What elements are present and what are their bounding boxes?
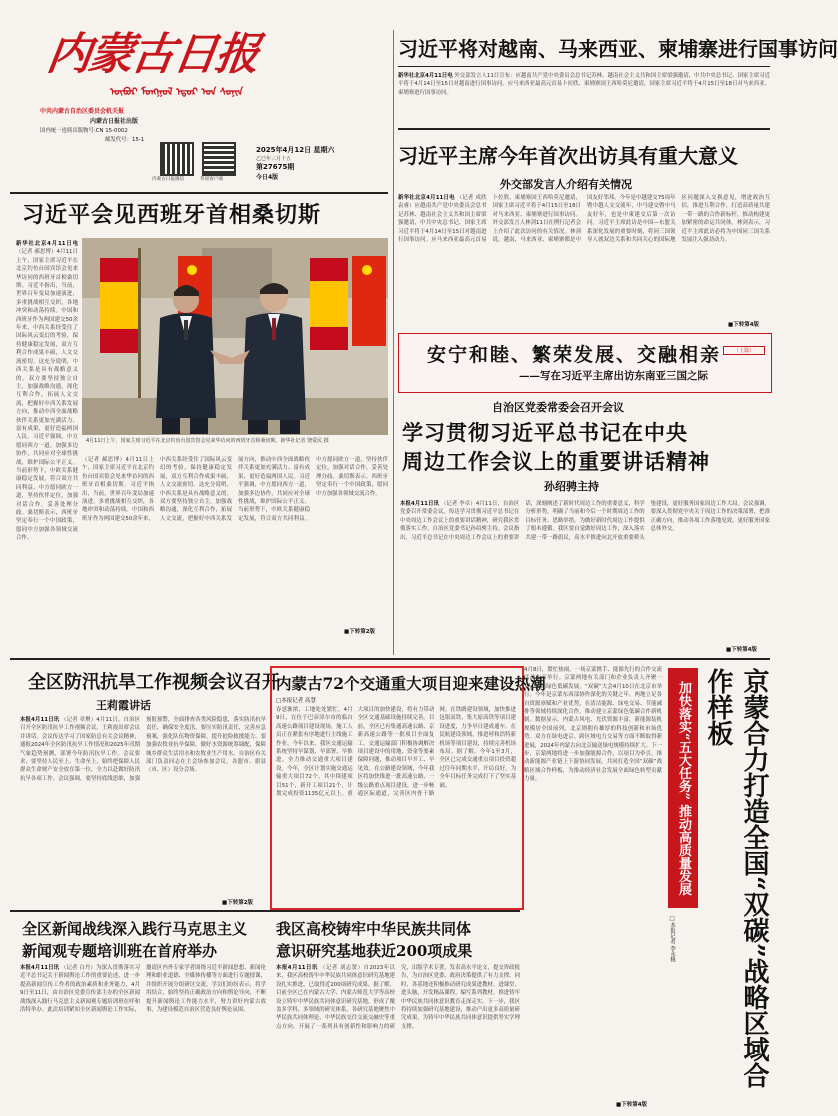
byline-traffic: □本报记者 高慧	[276, 698, 316, 704]
headline-universities-2[interactable]: 意识研究基地获近200项成果	[276, 942, 473, 960]
body-training	[20, 964, 266, 1104]
headline-universities-1[interactable]: 我区高校铸牢中华民族共同体	[276, 920, 472, 938]
body-first-trip	[398, 194, 770, 317]
text-first-trip: （记者 成欣 袁睿）应越南共产党中央委员会总书记苏林、越南社会主义共和国主席梁强邀请，中共中央总书记、国家主席习近平将于4月14日至15日对越南进行国事访问。应马来西亚最高元首易卜拉欣、柬埔寨国王西哈莫尼邀请，国家主席习近平将于4月15日至18日对马来西亚、柬埔寨进行国事访问。外交部发言人林剑11日在例行记者会上介绍了此次访问的有关情况。林剑说，越南、马来西亚、柬埔寨都是中国友好邻邦。今年是中越建交75周年暨中越人文交流年，中马建交暨中马友好年，也是中柬建交后第一次访问。习近平主席此访是中国—东盟关系深化发展的重要时刻，将同三国领导人就双边关系和共同关心的国际地区问题深入交换意见，增进政治互信，推进互利合作，打造高质量共建一带一路的合作新标杆，推动构建更加紧密的命运共同体。林剑表示，习近平主席此访必将为中国同三国关系发展注入强劲动力。	[398, 195, 770, 244]
issue-number: 第27675期	[256, 163, 295, 171]
continued-party[interactable]: ■下转第4版	[726, 647, 758, 653]
dateline-spain: 新华社北京4月11日电	[16, 241, 78, 247]
postal-code: 邮发代号：15-1	[105, 137, 145, 143]
presider-party: 孙绍骋主持	[544, 480, 599, 493]
publisher-line1: 中共内蒙古自治区委员会机关报	[40, 108, 125, 115]
text-party: （记者 李卓）4月11日，自治区党委召开常委会议，传达学习贯彻习近平总书记在中央周边工作会议上的重要讲话精神，研究我区贯彻落实工作。自治区党委书记孙绍骋主持。会议指出，习近平总书记在中央周边工作会议上的重要讲话，深刻阐述了新时代周边工作的重要意义，科学分析形势，明确了当前和今后一个时期周边工作的目标任务、思路举措，为做好新时代周边工作提供了根本遵循。我区要自觉做好周边工作，深入落实共建一带一路倡议，高水平推进向北开放重要桥头堡建设，更好服务国家周边工作大局。会议强调，要深入贯彻党中央关于周边工作的决策部署，把准正确方向，推动各项工作落地见效，更好服务国家总体外交。	[400, 501, 770, 541]
byline-beijing-mongolia: □本报记者 李永桃	[669, 916, 675, 963]
headline-party-1[interactable]: 学习贯彻习近平总书记在中央	[402, 420, 688, 445]
text-flood: （记者 章聚）4月11日，自治区召开全区防汛抗旱工作视频会议。王莉霞出席会议并讲话。会议传达学习了国家防总有关会议精神，通报2024年全区防汛抗旱工作情况和2025年汛期气象趋势预测，部署今年防汛抗旱工作。会议要求，要坚持人民至上、生命至上，始终把保障人民群众生命财产安全放在第一位，全力以赴做好防汛抗旱各项工作。会议强调，要坚持底线思维，加强预报预警，全面排查各类风险隐患，落实防汛抗旱责任，确保安全度汛。要压实防汛责任，完善应急预案，强化队伍物资保障，提升抢险救援能力。要加强农牧业抗旱保障，做好水资源统筹调配，保障城乡群众生活用水和农牧业生产用水。自治区有关部门负责同志在主会场参加会议。各盟市、旗县（市、区）设分会场。	[20, 717, 266, 782]
qr1-label: 内蒙古日报微信	[152, 177, 185, 182]
dateline-party: 本报4月11日讯	[400, 501, 440, 507]
rule-bottom	[10, 910, 520, 912]
qr2-label: 草原客户端	[200, 177, 223, 182]
photo-caption: 4月11日上午，国家主席习近平在北京钓鱼台国宾馆会见来华访问的西班牙首相桑切斯。新华社记者 饶爱民 摄	[86, 438, 329, 444]
headline-flood[interactable]: 全区防汛抗旱工作视频会议召开	[28, 672, 280, 693]
body-beijing-mongolia	[524, 666, 662, 1096]
page-count: 今日4版	[256, 174, 279, 181]
text-training: （记者 白丹）为深入贯彻落实习近平总书记关于新闻舆论工作的重要论述，进一步提高新闻宣传工作者的政治素质和业务能力，4月9日至11日，由自治区党委宣传部主办的全区新闻战线深入践行马克思主义新闻观专题培训班在呼和浩特举办。此次培训紧扣全区新闻舆论工作实际，邀请区内外专家学者围绕习近平新闻思想、新闻伦理和职业道德、全媒体传播等方面进行专题授课，并组织开展分组研讨交流。学员们纷纷表示，将学用结合，始终坚持正确政治方向和舆论导向，不断提升新闻舆论工作能力水平，努力讲好内蒙古故事，为建设模范自治区营造良好舆论氛围。	[20, 965, 266, 1014]
column-divider	[393, 30, 394, 655]
qr-code-wechat[interactable]	[160, 142, 194, 176]
banner-title[interactable]: 安宁和睦、繁荣发展、交融相亲	[427, 344, 722, 366]
text-traffic: 春意渐浓，工地处处繁忙。4月9日，在位于巴彦淖尔市的临白高速公路项目建设现场，施工人员正在紧张有序地进行主线施工作业。今年以来，我区交通运输系统坚持早谋划、早部署、早推进，全力推动交通重大项目建设。今年，全区计划实施交通运输重大项目72个，其中续建项目51个，新开工项目21个，计划完成投资1135亿元以上。重大项目的加快建设，将有力带动全区交通基础设施持续完善。目前，全区已有集通高速公路、京新高速公路等一批项目全面复工。交通运输部门积极协调解决项目建设中的用地、资金等要素保障问题，推动项目早开工、早见效。在公路建设领域，今年我区将加快推进一批高速公路、一级公路重点项目建设，进一步畅通区际通道，完善区内骨干路网。在铁路建设领域，加快推进包银高铁、集大原高铁等项目建设进度，力争早日建成通车。在民航建设领域，推进呼和浩特新机场等项目建设，持续完善机场布局。据了解，今年1至3月，全区已完成交通重点项目投资超过往年同期水平，开局良好，为全年目标任务完成打下了坚实基础。	[276, 707, 516, 798]
dateline-flood: 本报4月11日讯	[20, 717, 60, 723]
headline-beijing-mongolia[interactable]: 京蒙合力打造全国“双碳”战略区域合作样板	[703, 668, 769, 1088]
continued-spain[interactable]: ■下转第2版	[344, 629, 376, 635]
masthead	[40, 10, 280, 185]
vertical-label-box	[668, 668, 698, 908]
body-flood	[20, 716, 266, 896]
vertical-label: 加快落实“五大任务” 推动高质量发展	[676, 680, 691, 896]
body-party	[400, 500, 770, 642]
headline-traffic[interactable]: 内蒙古72个交通重大项目迎来建设热潮	[276, 674, 546, 693]
banner-subtitle: ——写在习近平主席出访东南亚三国之际	[519, 370, 708, 382]
photo-illustration	[82, 238, 388, 435]
rule-middle	[10, 658, 770, 660]
continued-beijing-mongolia[interactable]: ■下转第4版	[616, 1102, 648, 1108]
body-traffic	[276, 706, 516, 902]
text-state-visit: 外交部发言人11日宣布：应越南共产党中央委员会总书记苏林、越南社会主义共和国主席梁强邀请，中共中央总书记、国家主席习近平将于4月14日至15日对越南进行国事访问。应马来西亚最高元首易卜拉欣、柬埔寨国王西哈莫尼邀请，国家主席习近平将于4月15日至18日对马来西亚、柬埔寨进行国事访问。	[398, 73, 770, 96]
body-state-visit	[398, 72, 770, 122]
body-universities	[276, 964, 520, 1104]
subheadline-first-trip: 外交部发言人介绍有关情况	[500, 178, 632, 191]
cn-number: 国内统一连续出版物号:CN 15-0002	[40, 128, 128, 134]
lunar-date: 乙巳年三月十五	[256, 156, 292, 162]
issue-date: 2025年4月12日 星期六	[256, 146, 335, 154]
rule-below-state-visit	[398, 128, 770, 130]
dateline-universities: 本报4月11日讯	[276, 965, 318, 971]
headline-training-1[interactable]: 全区新闻战线深入践行马克思主义	[22, 920, 248, 938]
presider-flood: 王莉霞讲话	[96, 699, 151, 712]
body-spain-lower	[82, 456, 388, 624]
kicker-party: 自治区党委常委会召开会议	[492, 401, 624, 414]
banner-stamp: （上篇）	[723, 346, 765, 355]
headline-first-trip[interactable]: 习近平主席今年首次出访具有重大意义	[398, 144, 738, 168]
text-spain-cont: （记者 郝思博）4月11日上午，国家主席习近平在北京钓鱼台国宾馆会见来华访问的西班牙首相桑切斯。习近平指出，当前，世界百年变局加速演进，多重挑战相互交织，各地冲突和动荡持续。中国和西班牙作为两国建交50余年来，中西关系经受住了国际风云变幻的考验，保持健康稳定发展，双方互利合作成果丰硕，人文交流密切。这充分说明，中西关系是具有战略意义的。双方要坚持独立自主，加强战略沟通，深化互利合作，拓展人文交流，把握好中西关系发展方向，推动中西全面战略伙伴关系更加充满活力、富有成果，更好造福两国人民。习近平强调，中方愿同西方一道，加强多边协作，共同应对全球性挑战，维护国际公平正义。当前形势下，中欧关系健康稳定发展，符合双方共同利益。中方愿同欧方一道，坚持伙伴定位，加强对话合作，妥善处理分歧。桑切斯表示，西班牙坚定奉行一个中国政策，愿同中方加强各领域交流合作。	[82, 457, 388, 522]
rule-above-spain	[10, 192, 388, 194]
photo-meeting[interactable]	[82, 238, 388, 435]
dateline-first-trip: 新华社北京4月11日电	[398, 195, 455, 201]
text-spain: （记者 郝思博）4月11日上午，国家主席习近平在北京钓鱼台国宾馆会见来华访问的西班牙首相桑切斯。习近平指出，当前，世界百年变局加速演进，多重挑战相互交织，各地冲突和动荡持续。中国和西班牙作为两国建交50余年来，中西关系经受住了国际风云变幻的考验，保持健康稳定发展，双方互利合作成果丰硕，人文交流密切。这充分说明，中西关系是具有战略意义的。双方要坚持独立自主，加强战略沟通，深化互利合作，拓展人文交流，把握好中西关系发展方向，推动中西全面战略伙伴关系更加充满活力、富有成果，更好造福两国人民。习近平强调，中方愿同西方一道，加强多边协作，共同应对全球性挑战，维护国际公平正义。当前形势下，中欧关系健康稳定发展，符合双方共同利益。中方愿同欧方一道，坚持伙伴定位，加强对话合作，妥善处理分歧。桑切斯表示，西班牙坚定奉行一个中国政策，愿同中方加强各领域交流合作。	[16, 249, 78, 542]
headline-training-2[interactable]: 新闻观专题培训班在首府举办	[22, 942, 218, 960]
continued-first-trip[interactable]: ■下转第4版	[728, 322, 760, 328]
banner-box	[398, 333, 772, 393]
body-spain-col1	[16, 240, 78, 632]
mongolian-caption: ᠥᠪᠦᠷ ᠮᠣᠩᠭᠣᠯ ᠡᠳᠦᠷ ᠤᠨ ᠰᠣᠨᠢᠨ	[110, 87, 244, 98]
headline-spain[interactable]: 习近平会见西班牙首相桑切斯	[22, 202, 322, 228]
rule-top-right	[398, 66, 770, 67]
dateline-training: 本报4月11日讯	[20, 965, 60, 971]
continued-flood[interactable]: ■下转第2版	[222, 900, 254, 906]
headline-state-visit[interactable]: 习近平将对越南、马来西亚、柬埔寨进行国事访问	[398, 37, 838, 61]
publisher-line2: 内蒙古日报社出版	[90, 118, 139, 125]
text-beijing-mongolia: 4月8日，繁忙热闹，一场京蒙携手、能源先行的合作交流活动在京举行。京蒙两地有关部门和企业负责人齐聚一堂，共商绿色低碳发展。“双碳”大会4月10日在北京市举行。今年是京蒙东西部协作深化的关键之年，两地立足各自资源禀赋和产业优势，在清洁能源、绿电交易、节能减排等领域持续深化合作，推动建立京蒙绿色低碳合作新机制。数据显示，内蒙古风电、光伏资源丰富，新能源装机规模居全国前列，北京则拥有雄厚的科技创新和市场优势。双方在绿电进京、跨区域电力交易等方面不断取得新进展，2024年内蒙古向北京输送绿电规模持续扩大。下一步，京蒙两地将进一步加强能源合作，以项目为牵引，推动新能源产业链上下游协同发展，共同打造全国“双碳”战略区域合作样板，为推动经济社会发展全面绿色转型贡献力量。	[524, 667, 662, 783]
headline-party-2[interactable]: 周边工作会议上的重要讲话精神	[402, 449, 710, 474]
logo-title: 内蒙古日报	[43, 29, 261, 80]
dateline-state-visit: 新华社北京4月11日电	[398, 73, 453, 79]
qr-code-app[interactable]	[202, 142, 236, 176]
issue-info	[256, 145, 376, 183]
text-universities: （记者 刘志贤）自2023年以来，我区高校铸牢中华民族共同体意识研究基地建设扎实推进，已取得近200项研究成果。据了解，目前全区已在内蒙古大学、内蒙古师范大学等高校设立铸牢中华民族共同体意识研究基地，形成了覆盖多学科、多领域的研究体系。各研究基地聚焦中华民族共同体理论、中华民族交往交流交融史等重点方向，开展了一系列具有创新性和影响力的研究，出版学术专著，发表高水平论文，提交咨政报告，为自治区党委、政府决策提供了有力支撑。同时，各基地还积极推动研究成果进教材、进课堂、进头脑，开发精品课程，编写系列教材，推进铸牢中华民族共同体意识教育走深走实。下一步，我区将持续加强研究基地建设，推动产出更多高质量研究成果，为铸牢中华民族共同体意识提供坚实学理支撑。	[276, 965, 520, 1030]
